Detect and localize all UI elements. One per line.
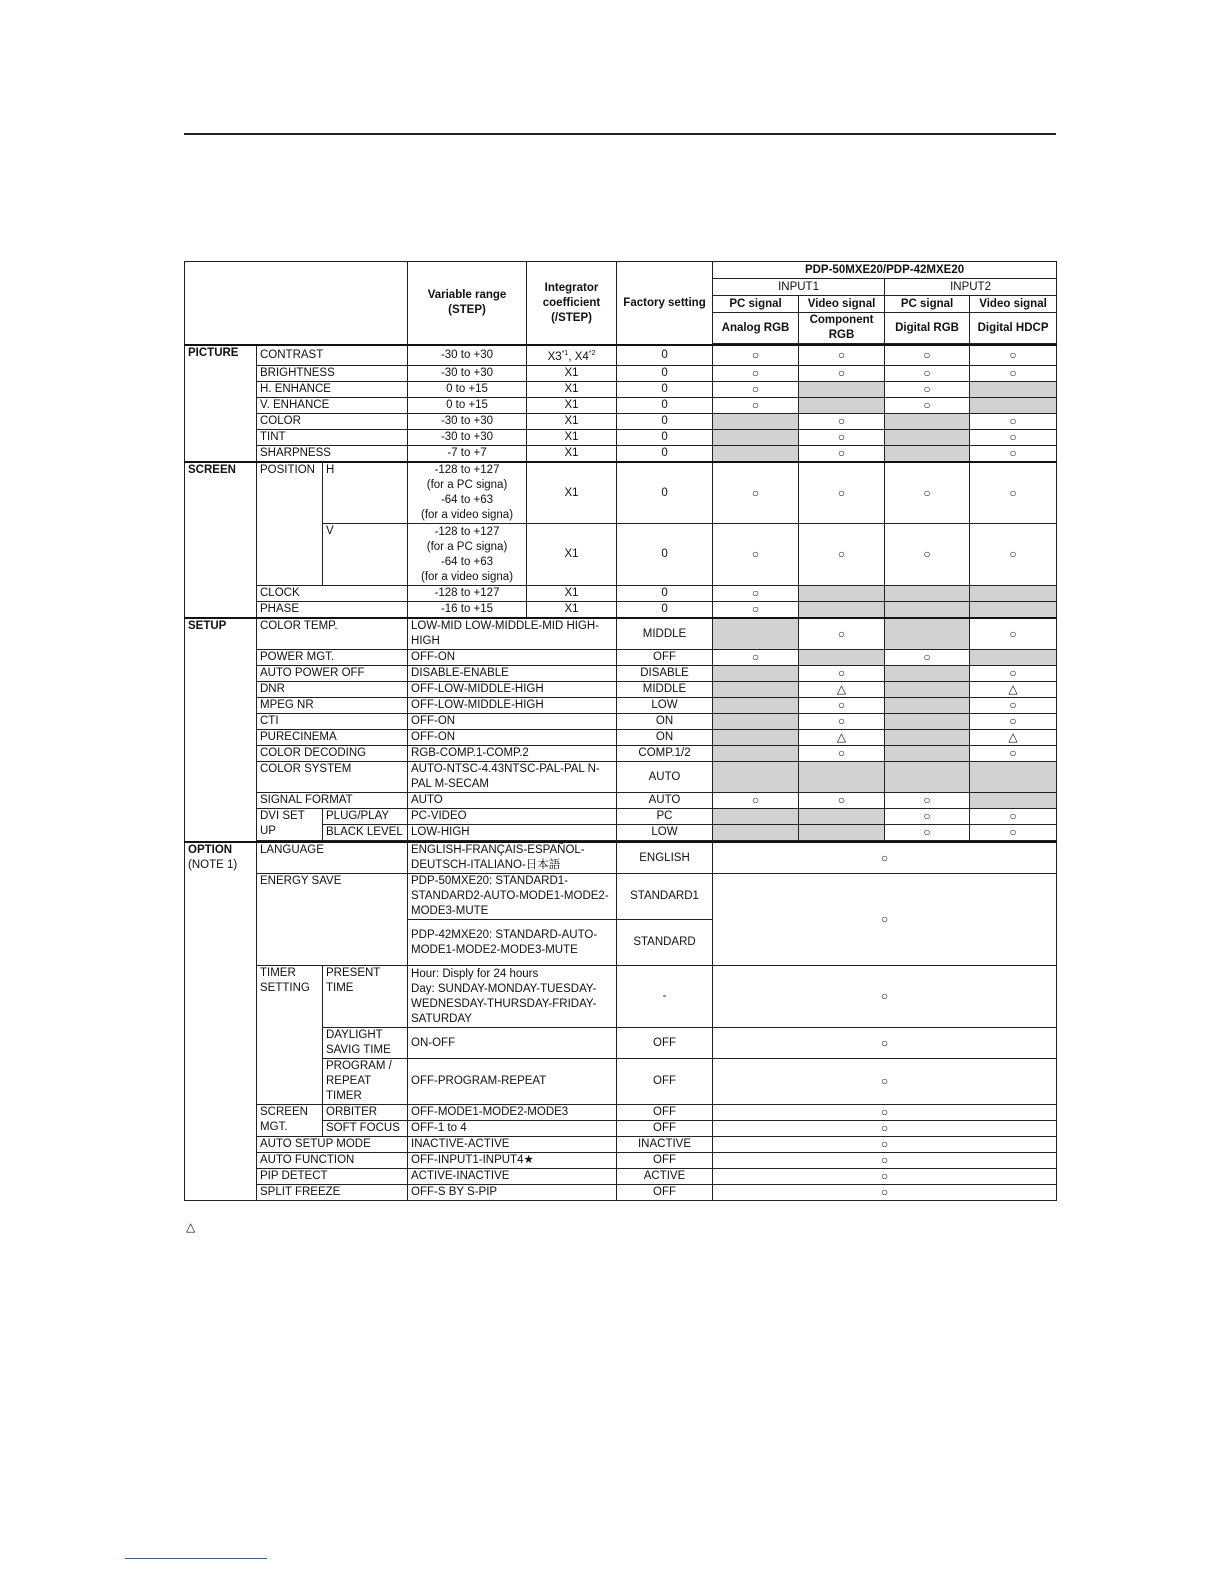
factory-setting: OFF <box>617 1059 713 1105</box>
support-mark: ○ <box>713 1028 1057 1059</box>
partial-support-mark: △ <box>799 730 885 746</box>
not-supported-cell <box>799 650 885 666</box>
factory-setting: 0 <box>617 586 713 602</box>
sub-item: BLACK LEVEL <box>323 825 408 841</box>
support-mark: ○ <box>970 809 1057 825</box>
not-supported-cell <box>713 714 799 730</box>
support-mark: ○ <box>713 1105 1057 1121</box>
item-name: SIGNAL FORMAT <box>257 793 408 809</box>
support-mark: ○ <box>970 714 1057 730</box>
support-mark: ○ <box>970 345 1057 365</box>
row-plug-play <box>185 809 1057 825</box>
variable-range: 0 to +15 <box>408 381 527 397</box>
footnote-triangle-mark: △ <box>186 1220 196 1234</box>
partial-support-mark: △ <box>970 682 1057 698</box>
row-color-system <box>185 762 1057 793</box>
item-name-dvi-set-up: DVI SET UP <box>257 809 323 841</box>
support-mark: ○ <box>713 650 799 666</box>
not-supported-cell <box>713 666 799 682</box>
item-name: BRIGHTNESS <box>257 365 408 381</box>
variable-range: AUTO-NTSC-4.43NTSC-PAL-PAL N-PAL M-SECAM <box>408 762 617 793</box>
support-mark: ○ <box>970 429 1057 445</box>
variable-range: PDP-42MXE20: STANDARD-AUTO-MODE1-MODE2-MODE3-MUTE <box>408 920 617 966</box>
support-mark: ○ <box>885 793 970 809</box>
sub-item-v: V <box>323 524 408 586</box>
row-color-decoding <box>185 746 1057 762</box>
variable-range: OFF-1 to 4 <box>408 1121 617 1137</box>
variable-range: OFF-INPUT1-INPUT4★ <box>408 1153 617 1169</box>
factory-setting: INACTIVE <box>617 1137 713 1153</box>
item-name-energy-save: ENERGY SAVE <box>257 874 408 966</box>
row-signal-format <box>185 793 1057 809</box>
factory-setting: 0 <box>617 462 713 524</box>
item-name: TINT <box>257 429 408 445</box>
header-video-signal: Video signal <box>970 296 1057 313</box>
row-contrast <box>185 345 1057 365</box>
support-mark: ○ <box>970 462 1057 524</box>
not-supported-cell <box>885 682 970 698</box>
variable-range: AUTO <box>408 793 617 809</box>
support-mark: ○ <box>885 650 970 666</box>
not-supported-cell <box>970 762 1057 793</box>
variable-range: -128 to +127 (for a PC signa) -64 to +63 (for a video signa) <box>408 462 527 524</box>
partial-support-mark: △ <box>799 682 885 698</box>
row-auto-setup <box>185 1137 1057 1153</box>
factory-setting: OFF <box>617 1153 713 1169</box>
not-supported-cell <box>713 698 799 714</box>
header-pc-signal: PC signal <box>885 296 970 313</box>
not-supported-cell <box>713 730 799 746</box>
support-mark: ○ <box>970 825 1057 841</box>
header-video-signal: Video signal <box>799 296 885 313</box>
support-mark: ○ <box>885 365 970 381</box>
not-supported-cell <box>799 602 885 619</box>
sub-item: PROGRAM / REPEAT TIMER <box>323 1059 408 1105</box>
factory-setting: 0 <box>617 381 713 397</box>
factory-setting: 0 <box>617 397 713 413</box>
support-mark: ○ <box>713 966 1057 1028</box>
support-mark: ○ <box>970 618 1057 650</box>
row-h-enhance <box>185 381 1057 397</box>
variable-range: DISABLE-ENABLE <box>408 666 617 682</box>
row-energy-save-50 <box>185 874 1057 920</box>
header-analog-rgb: Analog RGB <box>713 313 799 344</box>
not-supported-cell <box>885 714 970 730</box>
not-supported-cell <box>713 682 799 698</box>
row-sharpness <box>185 445 1057 462</box>
support-mark: ○ <box>885 524 970 586</box>
row-mpeg-nr <box>185 698 1057 714</box>
support-mark: ○ <box>799 714 885 730</box>
sub-item: PLUG/PLAY <box>323 809 408 825</box>
support-mark: ○ <box>713 842 1057 874</box>
item-name: COLOR SYSTEM <box>257 762 408 793</box>
support-mark: ○ <box>799 345 885 365</box>
top-rule <box>184 133 1056 135</box>
not-supported-cell <box>885 762 970 793</box>
support-mark: ○ <box>713 365 799 381</box>
not-supported-cell <box>713 746 799 762</box>
factory-setting: 0 <box>617 413 713 429</box>
row-auto-function <box>185 1153 1057 1169</box>
support-mark: ○ <box>885 825 970 841</box>
support-mark: ○ <box>713 1153 1057 1169</box>
sub-item: ORBITER <box>323 1105 408 1121</box>
factory-setting: 0 <box>617 345 713 365</box>
support-mark: ○ <box>799 462 885 524</box>
factory-setting: STANDARD <box>617 920 713 966</box>
support-mark: ○ <box>713 1137 1057 1153</box>
variable-range: LOW-HIGH <box>408 825 617 841</box>
row-color <box>185 413 1057 429</box>
variable-range: 0 to +15 <box>408 397 527 413</box>
factory-setting: OFF <box>617 1028 713 1059</box>
row-auto-power-off <box>185 666 1057 682</box>
integrator-coefficient: X1 <box>527 429 617 445</box>
variable-range: -30 to +30 <box>408 413 527 429</box>
integrator-coefficient: X1 <box>527 365 617 381</box>
partial-support-mark: △ <box>970 730 1057 746</box>
support-mark: ○ <box>713 381 799 397</box>
row-split-freeze <box>185 1185 1057 1201</box>
row-color-temp <box>185 618 1057 650</box>
support-mark: ○ <box>970 746 1057 762</box>
support-mark: ○ <box>799 618 885 650</box>
factory-setting: 0 <box>617 602 713 619</box>
factory-setting: AUTO <box>617 762 713 793</box>
not-supported-cell <box>885 413 970 429</box>
sub-item: DAYLIGHT SAVIG TIME <box>323 1028 408 1059</box>
variable-range: INACTIVE-ACTIVE <box>408 1137 617 1153</box>
not-supported-cell <box>713 413 799 429</box>
row-v-enhance <box>185 397 1057 413</box>
support-mark: ○ <box>713 1059 1057 1105</box>
variable-range: LOW-MID LOW-MIDDLE-MID HIGH-HIGH <box>408 618 617 650</box>
item-name: PURECINEMA <box>257 730 408 746</box>
item-name-position: POSITION <box>257 462 323 586</box>
category-setup: SETUP <box>185 618 257 842</box>
support-mark: ○ <box>713 1185 1057 1201</box>
header-pc-signal: PC signal <box>713 296 799 313</box>
factory-setting: 0 <box>617 524 713 586</box>
row-phase <box>185 602 1057 619</box>
integrator-coefficient: X1 <box>527 413 617 429</box>
header-digital-rgb: Digital RGB <box>885 313 970 344</box>
item-name: MPEG NR <box>257 698 408 714</box>
not-supported-cell <box>970 381 1057 397</box>
support-mark: ○ <box>970 524 1057 586</box>
support-mark: ○ <box>970 413 1057 429</box>
factory-setting: ACTIVE <box>617 1169 713 1185</box>
not-supported-cell <box>885 602 970 619</box>
not-supported-cell <box>885 730 970 746</box>
not-supported-cell <box>970 397 1057 413</box>
not-supported-cell <box>713 445 799 462</box>
header-component-rgb: Component RGB <box>799 313 885 344</box>
not-supported-cell <box>970 650 1057 666</box>
not-supported-cell <box>799 397 885 413</box>
item-name: COLOR DECODING <box>257 746 408 762</box>
variable-range: -30 to +30 <box>408 345 527 365</box>
variable-range: -30 to +30 <box>408 365 527 381</box>
factory-setting: OFF <box>617 1105 713 1121</box>
variable-range: Hour: Disply for 24 hours Day: SUNDAY-MONDAY-TUESDAY-WEDNESDAY-THURSDAY-FRIDAY-SATURDAY <box>408 966 617 1028</box>
item-name: DNR <box>257 682 408 698</box>
item-name: SHARPNESS <box>257 445 408 462</box>
integrator-coefficient: X1 <box>527 397 617 413</box>
settings-table <box>184 261 1057 1201</box>
row-cti <box>185 714 1057 730</box>
support-mark: ○ <box>970 445 1057 462</box>
variable-range: ACTIVE-INACTIVE <box>408 1169 617 1185</box>
variable-range: -128 to +127 (for a PC signa) -64 to +63 (for a video signa) <box>408 524 527 586</box>
factory-setting: DISABLE <box>617 666 713 682</box>
support-mark: ○ <box>713 1169 1057 1185</box>
not-supported-cell <box>799 762 885 793</box>
variable-range: OFF-PROGRAM-REPEAT <box>408 1059 617 1105</box>
item-name: PHASE <box>257 602 408 619</box>
not-supported-cell <box>885 429 970 445</box>
factory-setting: OFF <box>617 1121 713 1137</box>
variable-range: ON-OFF <box>408 1028 617 1059</box>
factory-setting: 0 <box>617 365 713 381</box>
item-name: CLOCK <box>257 586 408 602</box>
not-supported-cell <box>713 762 799 793</box>
header-blank <box>185 262 408 346</box>
header-input2: INPUT2 <box>885 279 1057 296</box>
support-mark: ○ <box>970 365 1057 381</box>
not-supported-cell <box>713 809 799 825</box>
item-name: H. ENHANCE <box>257 381 408 397</box>
variable-range: PC-VIDEO <box>408 809 617 825</box>
support-mark: ○ <box>713 462 799 524</box>
header-integrator: Integrator coefficient (/STEP) <box>527 262 617 346</box>
item-name: V. ENHANCE <box>257 397 408 413</box>
support-mark: ○ <box>799 429 885 445</box>
integrator-coefficient: X1 <box>527 524 617 586</box>
header-variable-range: Variable range (STEP) <box>408 262 527 346</box>
item-name: AUTO FUNCTION <box>257 1153 408 1169</box>
support-mark: ○ <box>799 698 885 714</box>
variable-range: OFF-ON <box>408 714 617 730</box>
support-mark: ○ <box>799 793 885 809</box>
header-model: PDP-50MXE20/PDP-42MXE20 <box>713 262 1057 279</box>
factory-setting: ON <box>617 714 713 730</box>
row-tint <box>185 429 1057 445</box>
item-name: AUTO SETUP MODE <box>257 1137 408 1153</box>
support-mark: ○ <box>713 874 1057 966</box>
factory-setting: STANDARD1 <box>617 874 713 920</box>
variable-range: -7 to +7 <box>408 445 527 462</box>
item-name: COLOR <box>257 413 408 429</box>
support-mark: ○ <box>799 524 885 586</box>
sub-item: SOFT FOCUS <box>323 1121 408 1137</box>
variable-range: OFF-LOW-MIDDLE-HIGH <box>408 698 617 714</box>
support-mark: ○ <box>713 793 799 809</box>
factory-setting: MIDDLE <box>617 682 713 698</box>
item-name-screen-mgt: SCREEN MGT. <box>257 1105 323 1137</box>
header-factory: Factory setting <box>617 262 713 346</box>
factory-setting: LOW <box>617 825 713 841</box>
factory-setting: MIDDLE <box>617 618 713 650</box>
variable-range: -16 to +15 <box>408 602 527 619</box>
support-mark: ○ <box>970 698 1057 714</box>
not-supported-cell <box>799 809 885 825</box>
row-brightness <box>185 365 1057 381</box>
factory-setting: - <box>617 966 713 1028</box>
not-supported-cell <box>885 618 970 650</box>
sub-item: PRESENT TIME <box>323 966 408 1028</box>
not-supported-cell <box>713 618 799 650</box>
not-supported-cell <box>885 698 970 714</box>
row-language <box>185 842 1057 874</box>
factory-setting: LOW <box>617 698 713 714</box>
row-purecinema <box>185 730 1057 746</box>
not-supported-cell <box>799 381 885 397</box>
support-mark: ○ <box>885 462 970 524</box>
support-mark: ○ <box>885 345 970 365</box>
integrator-coefficient: X1 <box>527 586 617 602</box>
row-dnr <box>185 682 1057 698</box>
item-name: CONTRAST <box>257 345 408 365</box>
variable-range: OFF-ON <box>408 730 617 746</box>
factory-setting: OFF <box>617 1185 713 1201</box>
row-present-time <box>185 966 1057 1028</box>
not-supported-cell <box>885 746 970 762</box>
support-mark: ○ <box>970 666 1057 682</box>
item-name: COLOR TEMP. <box>257 618 408 650</box>
integrator-coefficient: X1 <box>527 462 617 524</box>
variable-range: OFF-ON <box>408 650 617 666</box>
not-supported-cell <box>799 586 885 602</box>
factory-setting: ON <box>617 730 713 746</box>
not-supported-cell <box>885 666 970 682</box>
variable-range: OFF-MODE1-MODE2-MODE3 <box>408 1105 617 1121</box>
row-position-h <box>185 462 1057 524</box>
not-supported-cell <box>713 825 799 841</box>
not-supported-cell <box>885 445 970 462</box>
row-orbiter <box>185 1105 1057 1121</box>
support-mark: ○ <box>713 524 799 586</box>
category-screen: SCREEN <box>185 462 257 619</box>
factory-setting: 0 <box>617 429 713 445</box>
header-input1: INPUT1 <box>713 279 885 296</box>
support-mark: ○ <box>713 1121 1057 1137</box>
support-mark: ○ <box>713 602 799 619</box>
item-name: PIP DETECT <box>257 1169 408 1185</box>
support-mark: ○ <box>713 345 799 365</box>
support-mark: ○ <box>799 666 885 682</box>
factory-setting: COMP.1/2 <box>617 746 713 762</box>
variable-range: -30 to +30 <box>408 429 527 445</box>
not-supported-cell <box>970 793 1057 809</box>
not-supported-cell <box>885 586 970 602</box>
factory-setting: PC <box>617 809 713 825</box>
header-digital-hdcp: Digital HDCP <box>970 313 1057 344</box>
sub-item-h: H <box>323 462 408 524</box>
integrator-coefficient: X1 <box>527 602 617 619</box>
support-mark: ○ <box>799 413 885 429</box>
item-name: LANGUAGE <box>257 842 408 874</box>
support-mark: ○ <box>885 397 970 413</box>
support-mark: ○ <box>885 809 970 825</box>
variable-range: -128 to +127 <box>408 586 527 602</box>
header-row-1 <box>185 262 1057 279</box>
variable-range: OFF-LOW-MIDDLE-HIGH <box>408 682 617 698</box>
integrator-coefficient: X1 <box>527 381 617 397</box>
support-mark: ○ <box>713 397 799 413</box>
item-name: CTI <box>257 714 408 730</box>
support-mark: ○ <box>799 365 885 381</box>
factory-setting: OFF <box>617 650 713 666</box>
item-name: POWER MGT. <box>257 650 408 666</box>
row-pip-detect <box>185 1169 1057 1185</box>
support-mark: ○ <box>799 445 885 462</box>
row-clock <box>185 586 1057 602</box>
support-mark: ○ <box>799 746 885 762</box>
variable-range: PDP-50MXE20: STANDARD1-STANDARD2-AUTO-MODE1-MODE2-MODE3-MUTE <box>408 874 617 920</box>
bottom-rule <box>125 1558 267 1559</box>
category-picture: PICTURE <box>185 345 257 462</box>
support-mark: ○ <box>713 586 799 602</box>
not-supported-cell <box>799 825 885 841</box>
category-option: OPTION (NOTE 1) <box>185 842 257 1201</box>
item-name: SPLIT FREEZE <box>257 1185 408 1201</box>
item-name-timer-setting: TIMER SETTING <box>257 966 323 1105</box>
support-mark: ○ <box>885 381 970 397</box>
variable-range: ENGLISH-FRANÇAIS-ESPAÑOL-DEUTSCH-ITALIANO-日本語 <box>408 842 617 874</box>
factory-setting: 0 <box>617 445 713 462</box>
variable-range: RGB-COMP.1-COMP.2 <box>408 746 617 762</box>
integrator-coefficient: X1 <box>527 445 617 462</box>
variable-range: OFF-S BY S-PIP <box>408 1185 617 1201</box>
item-name: AUTO POWER OFF <box>257 666 408 682</box>
row-power-mgt <box>185 650 1057 666</box>
factory-setting: ENGLISH <box>617 842 713 874</box>
not-supported-cell <box>970 602 1057 619</box>
factory-setting: AUTO <box>617 793 713 809</box>
not-supported-cell <box>970 586 1057 602</box>
integrator-coefficient: X3$^{*1}$, X4$^{*2}$ <box>527 345 617 365</box>
not-supported-cell <box>713 429 799 445</box>
